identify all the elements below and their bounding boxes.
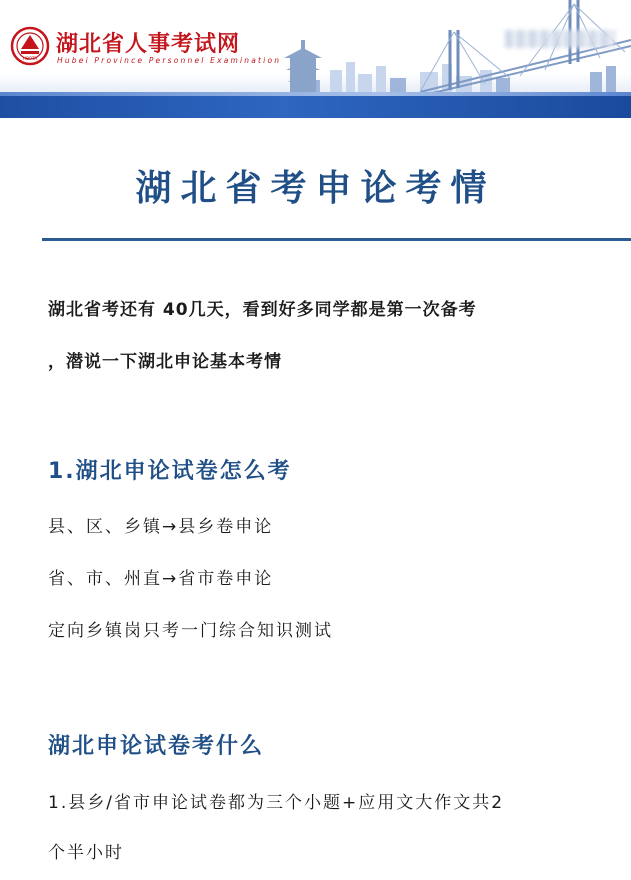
- list-item: 省、市、州直→省市卷申论: [48, 569, 274, 589]
- intro-line: 湖北省考还有 40几天，看到好多同学都是第一次备考: [48, 300, 477, 320]
- intro-paragraph: [48, 284, 588, 388]
- list-item: 定向乡镇岗只考一门综合知识测试: [48, 621, 333, 641]
- svg-text:HBPTA: HBPTA: [22, 57, 38, 62]
- list-item: 1.县乡/省市申论试卷都为三个小题+应用文大作文共2: [48, 793, 505, 813]
- city-skyline-illustration: [270, 0, 631, 100]
- list-item: 个半小时: [48, 843, 124, 863]
- list-item: 县、区、乡镇→县乡卷申论: [48, 517, 274, 537]
- section-heading: 湖北申论试卷考什么: [48, 734, 265, 759]
- site-name[interactable]: 湖北省人事考试网: [56, 32, 241, 57]
- section-heading: 1.湖北申论试卷怎么考: [48, 459, 292, 484]
- site-name-english: Hubei Province Personnel Examination: [57, 56, 282, 65]
- header-banner: [0, 0, 631, 118]
- title-divider: [42, 238, 631, 241]
- page-title: 湖北省考申论考情: [135, 168, 496, 209]
- banner-band: [0, 96, 631, 118]
- blurred-watermark: [505, 30, 615, 48]
- intro-line: ，潜说一下湖北申论基本考情: [48, 352, 282, 372]
- hbpta-emblem-icon: [10, 26, 50, 66]
